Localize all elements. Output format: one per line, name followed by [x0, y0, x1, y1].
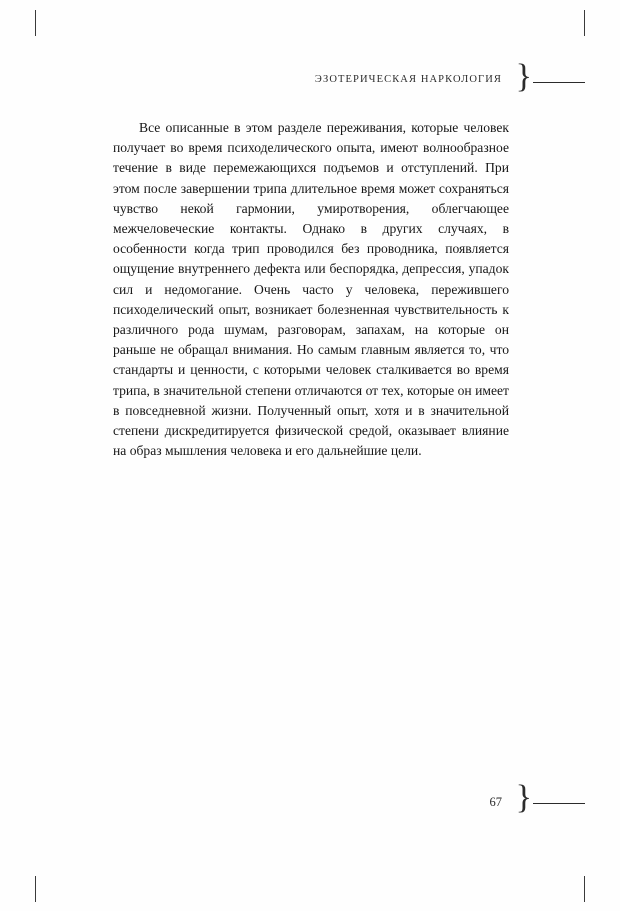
header-rule	[533, 82, 585, 83]
body-text	[113, 118, 509, 461]
page-number: 67	[489, 795, 502, 809]
crop-mark-top-left	[35, 10, 36, 36]
paragraph: Все описанные в этом разделе переживания, которые человек получает во время психоделического опыта, имеют волнообразное течение в виде перемежающихся подъемов и отступлений. При этом после завершении трипа длительное время может сохраняться чувство некой гармонии, умиротворения, облегчающее межчеловеческие контакты. Однако в других случаях, в особенности когда трип проводился без проводника, появляется ощущение внутреннего дефекта или беспорядка, депрессия, упадок сил и недомогание. Очень часто у человека, пережившего психоделический опыт, возникает болезненная чувствительность к различного рода шумам, разговорам, запахам, на которые он раньше не обращал внимания. Но самым главным является то, что стандарты и ценности, с которыми человек сталкивается во время трипа, в значительной степени отличаются от тех, которые он имеет в повседневной жизни. Полученный опыт, хотя и в значительной степени дискредитируется физической средой, оказывает влияние на образ мышления человека и его дальнейшие цели.	[113, 120, 509, 459]
page-header	[0, 58, 620, 104]
brace-ornament-icon: }	[515, 58, 532, 95]
footer-rule	[533, 803, 585, 804]
crop-mark-top-right	[584, 10, 585, 36]
page-footer	[0, 779, 620, 823]
brace-ornament-icon-bottom: }	[515, 779, 532, 816]
crop-mark-bottom-right	[584, 876, 585, 902]
running-head-title: ЭЗОТЕРИЧЕСКАЯ НАРКОЛОГИЯ	[314, 74, 502, 85]
crop-mark-bottom-left	[35, 876, 36, 902]
